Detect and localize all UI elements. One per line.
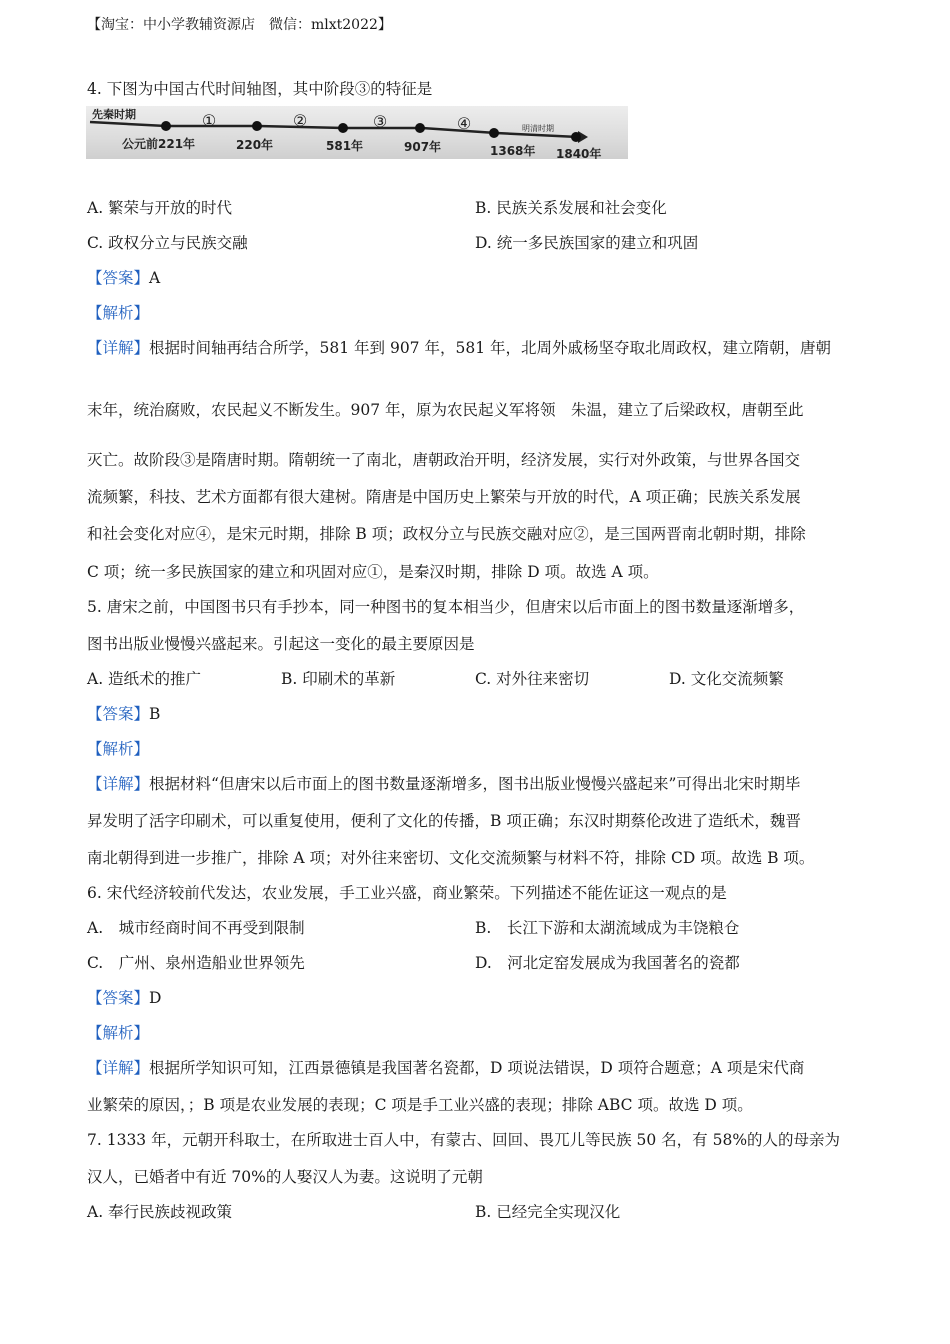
timeline-stage-3: ③ [372, 112, 388, 131]
q4-detail-line-6: C 项；统一多民族国家的建立和巩固对应①，是秦汉时期，排除 D 项。故选 A 项。 [87, 563, 659, 581]
timeline-stage-2: ② [292, 111, 308, 130]
timeline-stage-1: ① [201, 111, 217, 130]
timeline-start-label: 先秦时期 [92, 108, 136, 121]
answer-tag: 【答案】 [87, 989, 150, 1007]
q5-answer: B [149, 705, 161, 723]
q5-stem-line-1: 5. 唐宋之前，中国图书只有手抄本，同一种图书的复本相当少，但唐宋以后市面上的图书数量逐渐增多， [87, 598, 805, 616]
q4-option-d: D. 统一多民族国家的建立和巩固 [475, 234, 699, 252]
timeline-end-label: 明清时期 [522, 124, 554, 133]
q4-detail-line-5: 和社会变化对应④，是宋元时期，排除 B 项；政权分立与民族交融对应②，是三国两晋南北朝时期，排除 [87, 525, 806, 543]
q6-answer-line [87, 986, 161, 1008]
q6-option-c: C. 广州、泉州造船业世界领先 [87, 954, 305, 972]
q4-option-c: C. 政权分立与民族交融 [87, 234, 248, 252]
q4-option-b: B. 民族关系发展和社会变化 [475, 199, 667, 217]
timeline-year-2: 220年 [236, 138, 274, 152]
detail-tag: 【详解】 [87, 1059, 150, 1077]
q6-stem: 6. 宋代经济较前代发达，农业发展，手工业兴盛，商业繁荣。下列描述不能佐证这一观点的是 [87, 884, 727, 902]
q4-detail-line-1 [87, 336, 831, 358]
q4-stem: 4. 下图为中国古代时间轴图，其中阶段③的特征是 [87, 80, 433, 98]
q4-answer: A [149, 269, 161, 287]
q5-option-d: D. 文化交流频繁 [669, 670, 784, 688]
timeline-year-3: 581年 [326, 139, 364, 153]
timeline-node-5 [489, 128, 499, 138]
page-header: 【淘宝：中小学教辅资源店 微信：mlxt2022】 [87, 17, 392, 33]
q7-option-a: A. 奉行民族歧视政策 [87, 1203, 233, 1221]
q5-option-b: B. 印刷术的革新 [281, 670, 396, 688]
q7-stem-line-1: 7. 1333 年，元朝开科取士，在所取进士百人中，有蒙古、回回、畏兀儿等民族 50 名，有 58%的人的母亲为 [87, 1131, 841, 1149]
timeline-year-6: 1840年 [556, 147, 602, 159]
timeline-node-4 [415, 123, 425, 133]
q4-detail-text-1: 根据时间轴再结合所学，581 年到 907 年，581 年，北周外戚杨坚夺取北周政权，建立隋朝，唐朝 [149, 339, 831, 357]
timeline-year-1: 公元前221年 [122, 137, 196, 151]
answer-tag: 【答案】 [87, 269, 150, 287]
q6-detail-line-2: 业繁荣的原因，；B 项是农业发展的表现；C 项是手工业兴盛的表现；排除 ABC 项。故选 D 项。 [87, 1096, 753, 1114]
q7-stem-line-2: 汉人，已婚者中有近 70%的人娶汉人为妻。这说明了元朝 [87, 1168, 483, 1186]
q6-option-d: D. 河北定窑发展成为我国著名的瓷都 [475, 954, 740, 972]
q6-detail-text-1: 根据所学知识可知，江西景德镇是我国著名瓷都，D 项说法错误，D 项符合题意；A 项是宋代商 [149, 1059, 805, 1077]
q6-detail-line-1 [87, 1056, 804, 1078]
q4-option-a: A. 繁荣与开放的时代 [87, 199, 233, 217]
detail-tag: 【详解】 [87, 775, 150, 793]
timeline-stage-4: ④ [456, 114, 472, 133]
q5-option-c: C. 对外往来密切 [475, 670, 590, 688]
q5-detail-line-3: 南北朝得到进一步推广，排除 A 项；对外往来密切、文化交流频繁与材料不符，排除 CD 项。故选 B 项。 [87, 849, 815, 867]
q4-answer-line [87, 266, 160, 288]
q5-analysis-tag: 【解析】 [87, 740, 150, 758]
q5-detail-line-1 [87, 772, 800, 794]
q5-option-a: A. 造纸术的推广 [87, 670, 202, 688]
q7-option-b: B. 已经完全实现汉化 [475, 1203, 621, 1221]
timeline-year-5: 1368年 [490, 144, 536, 158]
q4-detail-line-3: 灭亡。故阶段③是隋唐时期。隋朝统一了南北，唐朝政治开明，经济发展，实行对外政策，与世界各国交 [87, 451, 801, 469]
timeline-node-3 [338, 123, 348, 133]
q6-analysis-tag: 【解析】 [87, 1024, 150, 1042]
timeline-year-4: 907年 [404, 140, 442, 154]
timeline-node-1 [161, 121, 171, 131]
q4-detail-line-4: 流频繁，科技、艺术方面都有很大建树。隋唐是中国历史上繁荣与开放的时代，A 项正确；民族关系发展 [87, 488, 801, 506]
q4-timeline-image [86, 106, 628, 159]
q6-answer: D [149, 989, 162, 1007]
timeline-graphic [86, 106, 628, 159]
q4-analysis-tag: 【解析】 [87, 304, 150, 322]
answer-tag: 【答案】 [87, 705, 150, 723]
q6-option-a: A. 城市经商时间不再受到限制 [87, 919, 305, 937]
q4-detail-line-2: 末年，统治腐败，农民起义不断发生。907 年，原为农民起义军将领 朱温，建立了后梁政权，唐朝至此 [87, 401, 804, 419]
q6-option-b: B. 长江下游和太湖流域成为丰饶粮仓 [475, 919, 740, 937]
q5-stem-line-2: 图书出版业慢慢兴盛起来。引起这一变化的最主要原因是 [87, 635, 475, 653]
q5-detail-text-1: 根据材料“但唐宋以后市面上的图书数量逐渐增多，图书出版业慢慢兴盛起来”可得出北宋时期毕 [149, 775, 801, 793]
timeline-node-6 [571, 132, 581, 142]
detail-tag: 【详解】 [87, 339, 150, 357]
q5-answer-line [87, 702, 160, 724]
q5-detail-line-2: 昇发明了活字印刷术，可以重复使用，便利了文化的传播，B 项正确；东汉时期蔡伦改进了造纸术，魏晋 [87, 812, 801, 830]
timeline-node-2 [252, 121, 262, 131]
